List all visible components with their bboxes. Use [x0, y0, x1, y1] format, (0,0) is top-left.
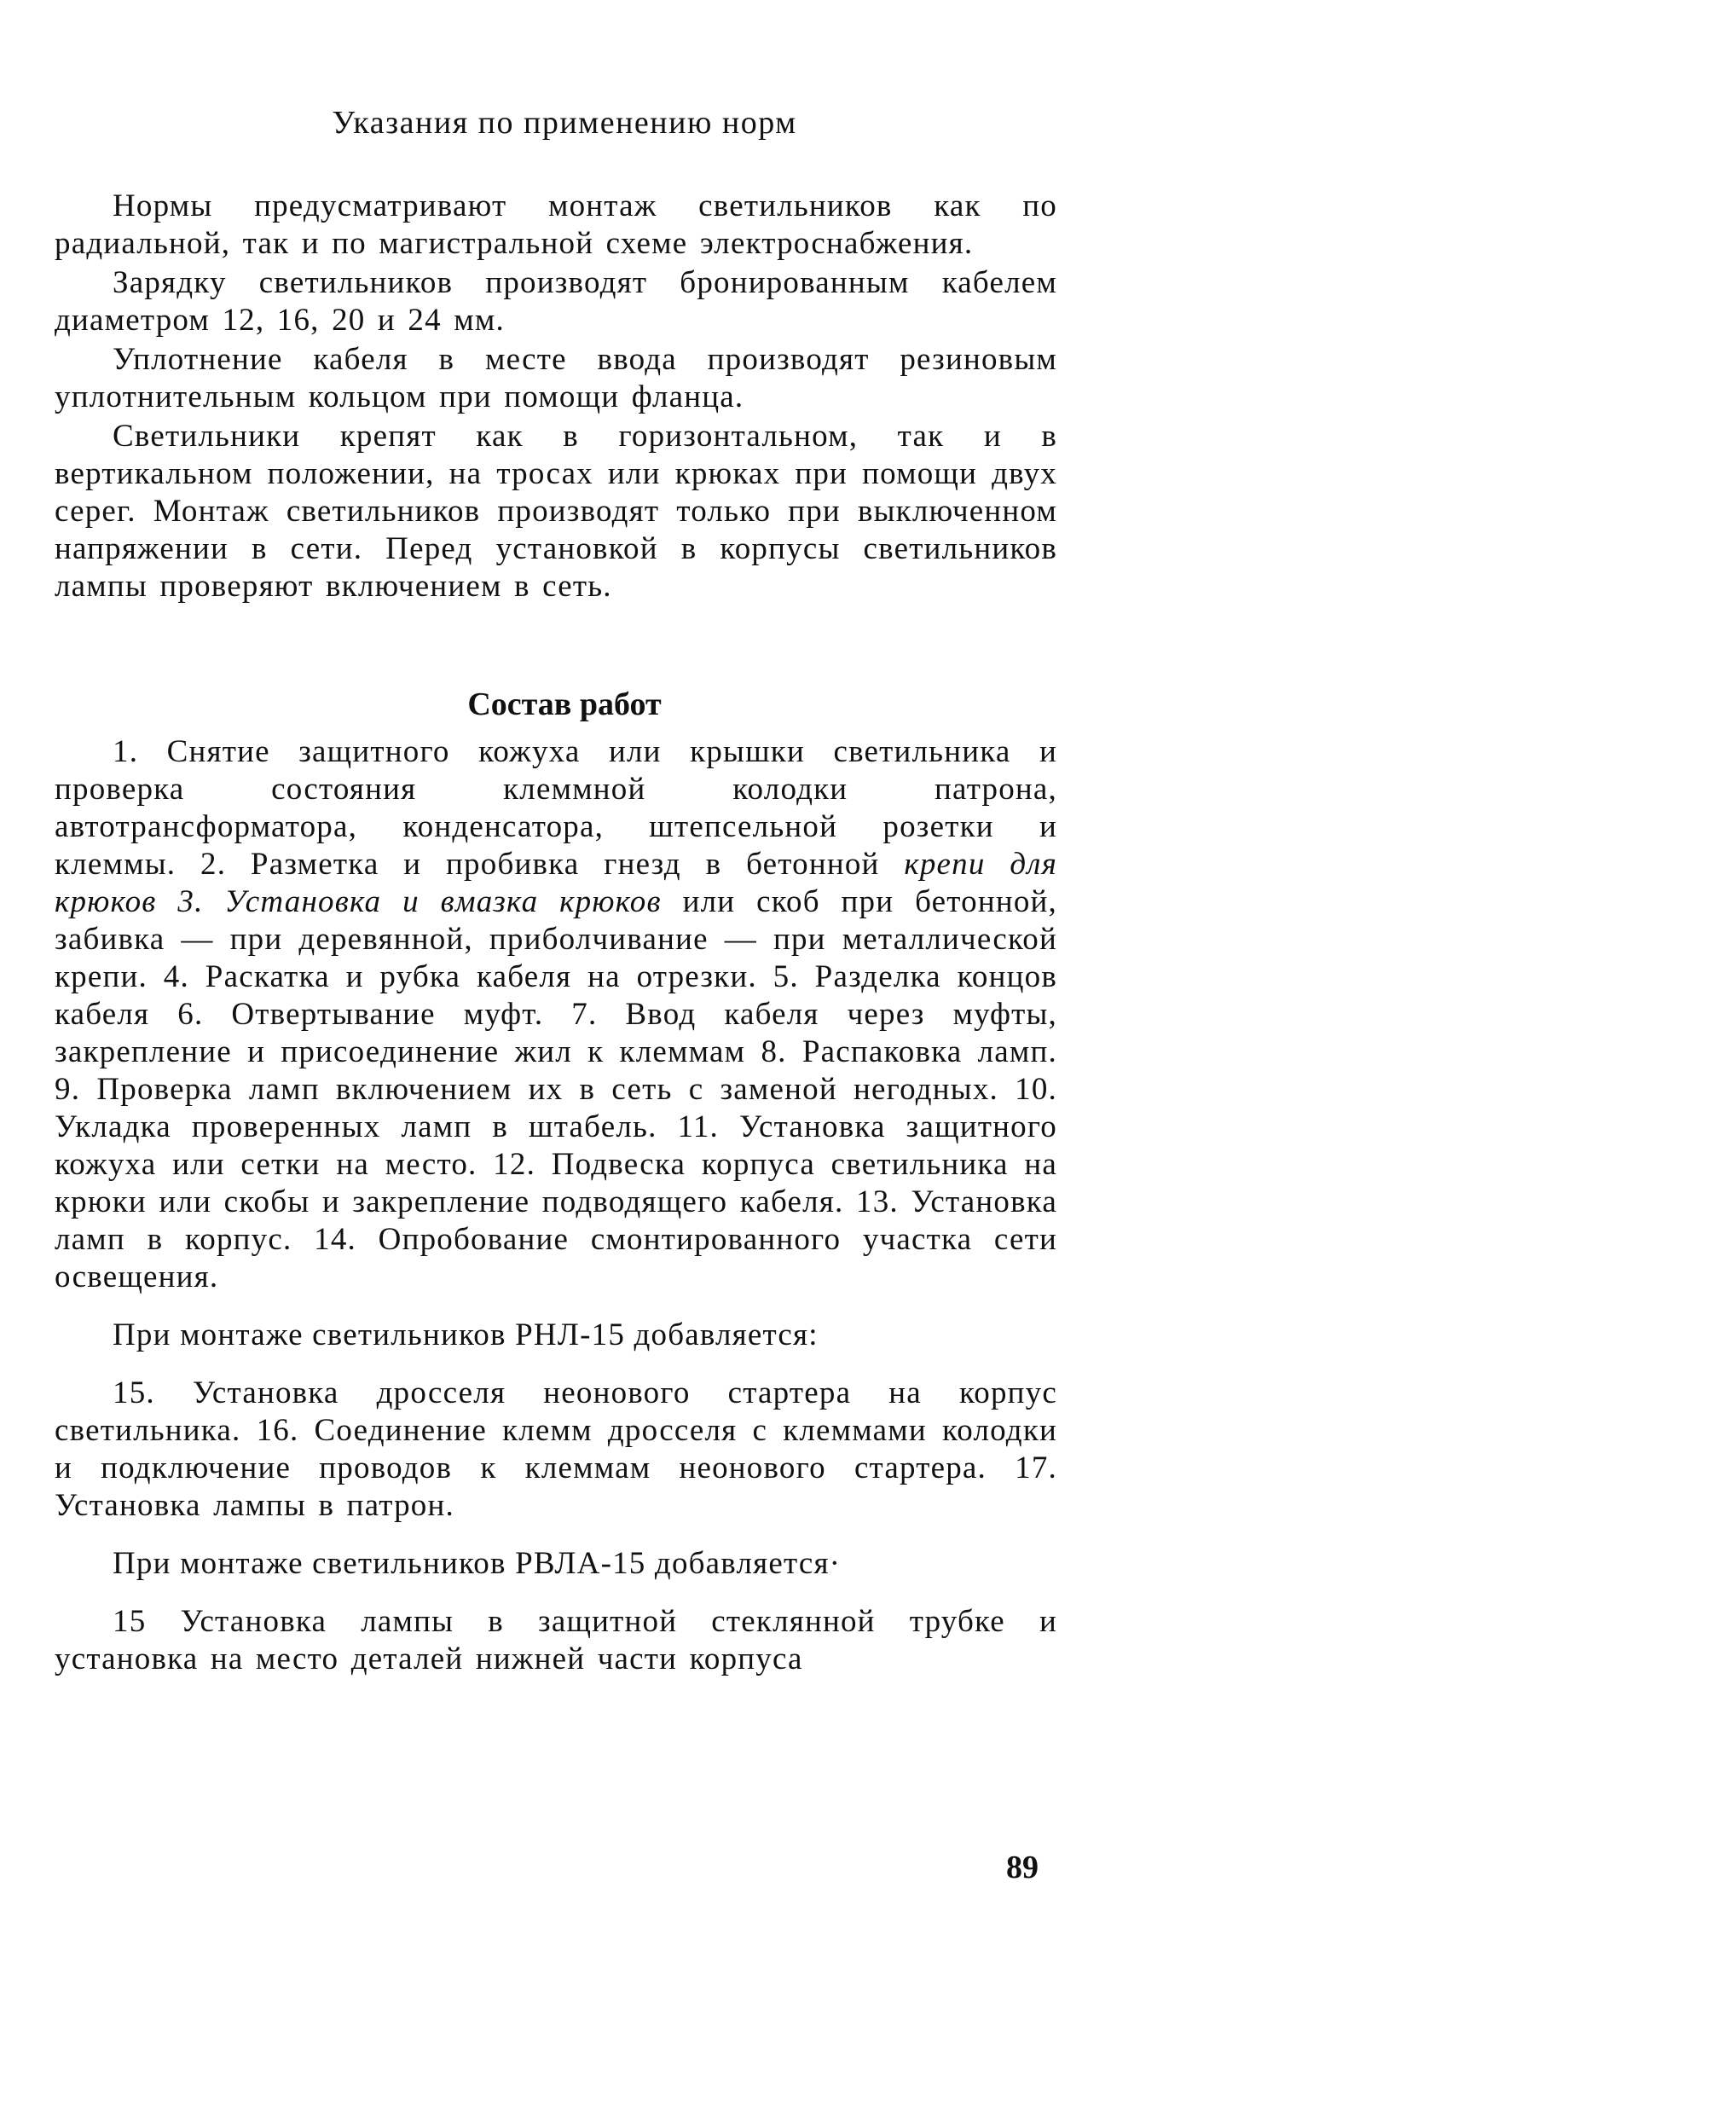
paragraph-power-scheme: Нормы предусматривают монтаж светильников как по радиальной, так и по магистральной схеме электроснабжения. [55, 188, 1057, 261]
section-heading-norms: Указания по применению норм [332, 105, 797, 141]
rvla-lead-text: При монтаже светильников РВЛА-15 добавляется· [113, 1546, 842, 1581]
paragraph-mounting: Светильники крепят как в горизонтальном, так и в вертикальном положении, на тросах или крюках при помощи двух серег. Монтаж светильников производят только при выключенном напряжении в сети. Перед установкой в корпусы светильников лампы проверяют включением в сеть. [55, 419, 1057, 604]
work-list-part2: или скоб при бетонной, забивка — при деревянной, приболчивание — при металлической крепи. 4. Раскатка и рубка кабеля на отрезки. 5. Разделка концов кабеля 6. Отвертывание муфт. 7. Ввод кабеля через муфты, закрепление и присоединение жил к клеммам 8. Распаковка ламп. 9. Проверка ламп включением их в сеть с заменой негодных. 10. Укладка проверенных ламп в штабель. 11. Установка защитного кожуха или сетки на место. 12. Подвеска корпуса светильника на крюки или скобы и закрепление подводящего кабеля. 13. Установка ламп в корпус. 14. Опробование смонтированного участка сети освещения. [55, 884, 1057, 1294]
work-list-paragraph [55, 733, 1057, 1296]
work-list-italic: крепи для крюков 3. Установка и вмазка крюков [55, 847, 1057, 919]
rnl-lead-text: При монтаже светильников РНЛ-15 добавляется: [113, 1317, 819, 1352]
rnl-items-paragraph: 15. Установка дросселя неонового стартера на корпус светильника. 16. Соединение клемм дросселя с клеммами колодки и подключение проводов к клеммам неонового стартера. 17. Установка лампы в патрон. [55, 1375, 1057, 1523]
paragraph-cable-charging: Зарядку светильников производят бронированным кабелем диаметром 12, 16, 20 и 24 мм. [55, 265, 1057, 338]
work-list-part1: 1. Снятие защитного кожуха или крышки светильника и проверка состояния клеммной колодки патрона, автотрансформатора, конденсатора, штепсельной розетки и клеммы. 2. Разметка и пробивка гнезд в бетонной [55, 734, 1057, 882]
rvla-items-paragraph: 15 Установка лампы в защитной стеклянной трубке и установка на место деталей нижней части корпуса [55, 1604, 1057, 1676]
page-number: 89 [1006, 1850, 1039, 1885]
page-body [55, 102, 1057, 1678]
paragraph-cable-sealing: Уплотнение кабеля в месте ввода производят резиновым уплотнительным кольцом при помощи фланца. [55, 342, 1057, 414]
section-heading-work-composition: Состав работ [467, 686, 662, 722]
